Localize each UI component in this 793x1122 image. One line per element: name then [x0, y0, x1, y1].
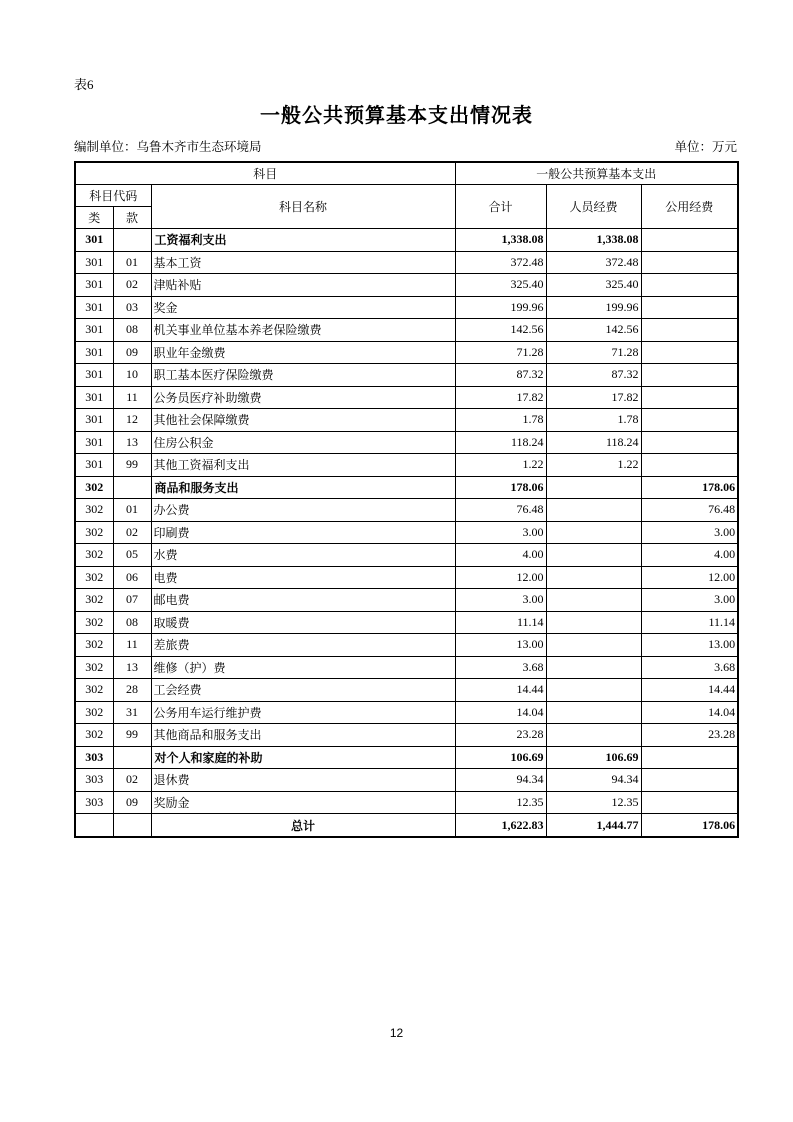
cell-personnel: 17.82	[546, 386, 641, 409]
cell-class-code: 301	[75, 296, 113, 319]
cell-personnel: 372.48	[546, 251, 641, 274]
cell-class-code: 301	[75, 386, 113, 409]
cell-total: 372.48	[455, 251, 546, 274]
cell-class-code: 301	[75, 341, 113, 364]
cell-subject-name: 对个人和家庭的补助	[151, 746, 455, 769]
table-row	[75, 341, 738, 364]
cell-personnel: 199.96	[546, 296, 641, 319]
table-row	[75, 274, 738, 297]
cell-personnel	[546, 634, 641, 657]
cell-subject-name: 邮电费	[151, 589, 455, 612]
cell-public: 14.04	[641, 701, 738, 724]
cell-public	[641, 251, 738, 274]
cell-subject-name: 奖励金	[151, 791, 455, 814]
cell-item-code: 11	[113, 386, 151, 409]
table-footer	[75, 814, 738, 838]
cell-subject-name: 取暖费	[151, 611, 455, 634]
cell-public	[641, 296, 738, 319]
cell-item-code: 28	[113, 679, 151, 702]
cell-personnel	[546, 701, 641, 724]
cell-item-code: 99	[113, 724, 151, 747]
cell-item-code: 06	[113, 566, 151, 589]
cell-class-code: 302	[75, 679, 113, 702]
table-row	[75, 679, 738, 702]
cell-public: 14.44	[641, 679, 738, 702]
cell-subject-name: 机关事业单位基本养老保险缴费	[151, 319, 455, 342]
header-budget-group: 一般公共预算基本支出	[455, 162, 738, 185]
cell-total: 12.00	[455, 566, 546, 589]
cell-personnel	[546, 544, 641, 567]
cell-public: 23.28	[641, 724, 738, 747]
cell-class-code: 302	[75, 544, 113, 567]
prepared-by-label: 编制单位：乌鲁木齐市生态环境局	[74, 140, 262, 154]
table-row	[75, 409, 738, 432]
cell-public: 4.00	[641, 544, 738, 567]
cell-class-code: 302	[75, 566, 113, 589]
cell-total: 76.48	[455, 499, 546, 522]
cell-total: 11.14	[455, 611, 546, 634]
cell-personnel: 142.56	[546, 319, 641, 342]
table-row	[75, 476, 738, 499]
cell-class-code: 302	[75, 701, 113, 724]
cell-subject-name: 工资福利支出	[151, 229, 455, 252]
cell-personnel	[546, 656, 641, 679]
cell-total: 17.82	[455, 386, 546, 409]
table-label: 表6	[74, 77, 94, 92]
cell-class-code: 301	[75, 431, 113, 454]
cell-personnel	[546, 499, 641, 522]
header-item: 款	[113, 207, 151, 229]
cell-class-code: 302	[75, 499, 113, 522]
cell-total: 1,338.08	[455, 229, 546, 252]
cell-personnel	[546, 521, 641, 544]
header-total: 合计	[455, 185, 546, 229]
table-row	[75, 431, 738, 454]
table-row	[75, 364, 738, 387]
total-row	[75, 814, 738, 838]
cell-public	[641, 769, 738, 792]
table-row	[75, 499, 738, 522]
cell-subject-name: 水费	[151, 544, 455, 567]
unit-note-label: 单位：万元	[674, 140, 737, 154]
cell-item-code: 13	[113, 656, 151, 679]
table-row	[75, 386, 738, 409]
cell-total: 13.00	[455, 634, 546, 657]
cell-item-code: 01	[113, 251, 151, 274]
cell-item-code: 09	[113, 341, 151, 364]
cell-public	[641, 386, 738, 409]
cell-item-code: 07	[113, 589, 151, 612]
cell-personnel	[546, 566, 641, 589]
cell-item-code: 01	[113, 499, 151, 522]
cell-class-code: 301	[75, 319, 113, 342]
cell-subject-name: 维修（护）费	[151, 656, 455, 679]
cell-public	[641, 274, 738, 297]
cell-total: 71.28	[455, 341, 546, 364]
meta-row	[74, 137, 737, 155]
table-row	[75, 656, 738, 679]
cell-class-code: 302	[75, 634, 113, 657]
cell-subject-name: 职工基本医疗保险缴费	[151, 364, 455, 387]
budget-table	[74, 161, 739, 838]
cell-item-code: 09	[113, 791, 151, 814]
header-row-columns	[75, 185, 738, 207]
cell-personnel: 12.35	[546, 791, 641, 814]
cell-subject-name: 商品和服务支出	[151, 476, 455, 499]
cell-personnel: 1.22	[546, 454, 641, 477]
cell-personnel	[546, 476, 641, 499]
cell-personnel	[546, 724, 641, 747]
cell-total: 3.00	[455, 521, 546, 544]
table-row	[75, 296, 738, 319]
cell-subject-name: 印刷费	[151, 521, 455, 544]
table-row	[75, 724, 738, 747]
table-row	[75, 251, 738, 274]
cell-subject-name: 公务用车运行维护费	[151, 701, 455, 724]
cell-class-code: 301	[75, 364, 113, 387]
cell-subject-name: 其他社会保障缴费	[151, 409, 455, 432]
cell-item-code: 31	[113, 701, 151, 724]
cell-public: 3.68	[641, 656, 738, 679]
cell-subject-name: 住房公积金	[151, 431, 455, 454]
header-subject-code: 科目代码	[75, 185, 151, 207]
cell-personnel: 71.28	[546, 341, 641, 364]
cell-item-code: 08	[113, 319, 151, 342]
cell-personnel	[546, 589, 641, 612]
cell-item-code: 02	[113, 521, 151, 544]
cell-class-code: 301	[75, 274, 113, 297]
cell-total: 106.69	[455, 746, 546, 769]
total-name-cell: 总计	[151, 814, 455, 838]
cell-public	[641, 409, 738, 432]
cell-subject-name: 办公费	[151, 499, 455, 522]
table-row	[75, 521, 738, 544]
cell-public: 3.00	[641, 589, 738, 612]
cell-total: 14.44	[455, 679, 546, 702]
table-row	[75, 454, 738, 477]
header-row-groups	[75, 162, 738, 185]
table-row	[75, 769, 738, 792]
cell-total: 1.78	[455, 409, 546, 432]
cell-total: 3.68	[455, 656, 546, 679]
total-class-cell	[75, 814, 113, 838]
cell-item-code: 12	[113, 409, 151, 432]
cell-total: 325.40	[455, 274, 546, 297]
cell-total: 3.00	[455, 589, 546, 612]
cell-public: 178.06	[641, 476, 738, 499]
cell-subject-name: 其他工资福利支出	[151, 454, 455, 477]
cell-total: 12.35	[455, 791, 546, 814]
total-personnel-cell: 1,444.77	[546, 814, 641, 838]
cell-total: 23.28	[455, 724, 546, 747]
cell-subject-name: 职业年金缴费	[151, 341, 455, 364]
cell-total: 178.06	[455, 476, 546, 499]
cell-class-code: 301	[75, 409, 113, 432]
cell-public	[641, 791, 738, 814]
cell-total: 118.24	[455, 431, 546, 454]
cell-class-code: 302	[75, 724, 113, 747]
cell-class-code: 302	[75, 611, 113, 634]
cell-item-code: 02	[113, 769, 151, 792]
cell-item-code	[113, 476, 151, 499]
cell-public: 3.00	[641, 521, 738, 544]
cell-subject-name: 奖金	[151, 296, 455, 319]
cell-item-code: 11	[113, 634, 151, 657]
table-row	[75, 566, 738, 589]
cell-subject-name: 差旅费	[151, 634, 455, 657]
total-public-cell: 178.06	[641, 814, 738, 838]
cell-subject-name: 公务员医疗补助缴费	[151, 386, 455, 409]
cell-total: 1.22	[455, 454, 546, 477]
cell-public: 76.48	[641, 499, 738, 522]
cell-personnel: 1.78	[546, 409, 641, 432]
cell-subject-name: 其他商品和服务支出	[151, 724, 455, 747]
cell-total: 87.32	[455, 364, 546, 387]
cell-item-code: 03	[113, 296, 151, 319]
table-row	[75, 634, 738, 657]
cell-total: 142.56	[455, 319, 546, 342]
cell-subject-name: 津贴补贴	[151, 274, 455, 297]
cell-class-code: 302	[75, 476, 113, 499]
cell-subject-name: 工会经费	[151, 679, 455, 702]
cell-class-code: 302	[75, 589, 113, 612]
cell-public	[641, 454, 738, 477]
total-item-cell	[113, 814, 151, 838]
cell-item-code	[113, 746, 151, 769]
table-row	[75, 229, 738, 252]
cell-personnel: 118.24	[546, 431, 641, 454]
cell-public: 13.00	[641, 634, 738, 657]
header-class: 类	[75, 207, 113, 229]
cell-total: 14.04	[455, 701, 546, 724]
cell-personnel: 1,338.08	[546, 229, 641, 252]
cell-total: 4.00	[455, 544, 546, 567]
cell-subject-name: 基本工资	[151, 251, 455, 274]
cell-class-code: 301	[75, 229, 113, 252]
cell-class-code: 303	[75, 746, 113, 769]
cell-public	[641, 229, 738, 252]
cell-public: 11.14	[641, 611, 738, 634]
cell-public: 12.00	[641, 566, 738, 589]
header-subject-name: 科目名称	[151, 185, 455, 229]
cell-personnel: 94.34	[546, 769, 641, 792]
cell-personnel: 325.40	[546, 274, 641, 297]
cell-total: 94.34	[455, 769, 546, 792]
table-row	[75, 791, 738, 814]
table-row	[75, 319, 738, 342]
cell-item-code: 10	[113, 364, 151, 387]
table-body	[75, 229, 738, 814]
page-title: 一般公共预算基本支出情况表	[260, 105, 533, 127]
cell-class-code: 302	[75, 521, 113, 544]
cell-class-code: 301	[75, 454, 113, 477]
cell-personnel: 87.32	[546, 364, 641, 387]
table-row	[75, 589, 738, 612]
cell-public	[641, 746, 738, 769]
table-row	[75, 544, 738, 567]
page-number: 12	[389, 1026, 404, 1040]
table-row	[75, 746, 738, 769]
table-row	[75, 611, 738, 634]
cell-item-code: 08	[113, 611, 151, 634]
cell-subject-name: 电费	[151, 566, 455, 589]
cell-item-code: 99	[113, 454, 151, 477]
cell-personnel	[546, 611, 641, 634]
header-subject-group: 科目	[75, 162, 455, 185]
cell-class-code: 302	[75, 656, 113, 679]
table-header	[75, 162, 738, 229]
cell-item-code: 13	[113, 431, 151, 454]
cell-public	[641, 364, 738, 387]
cell-item-code	[113, 229, 151, 252]
header-personnel: 人员经费	[546, 185, 641, 229]
cell-total: 199.96	[455, 296, 546, 319]
cell-subject-name: 退休费	[151, 769, 455, 792]
cell-class-code: 301	[75, 251, 113, 274]
cell-item-code: 05	[113, 544, 151, 567]
cell-item-code: 02	[113, 274, 151, 297]
cell-public	[641, 341, 738, 364]
cell-public	[641, 431, 738, 454]
cell-class-code: 303	[75, 791, 113, 814]
cell-personnel: 106.69	[546, 746, 641, 769]
cell-class-code: 303	[75, 769, 113, 792]
cell-public	[641, 319, 738, 342]
table-row	[75, 701, 738, 724]
total-total-cell: 1,622.83	[455, 814, 546, 838]
header-public: 公用经费	[641, 185, 738, 229]
cell-personnel	[546, 679, 641, 702]
